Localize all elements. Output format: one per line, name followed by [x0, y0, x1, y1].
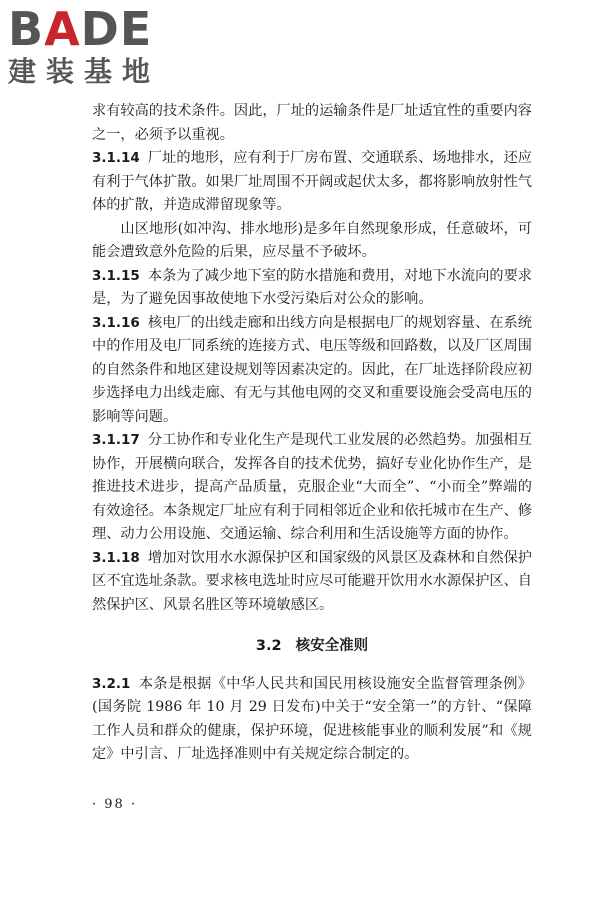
clause-text: 本条为了减少地下室的防水措施和费用，对地下水流向的要求是，为了避免因事故使地下水受污染后对公众的影响。	[92, 267, 532, 307]
clause-number: 3.1.18	[92, 549, 140, 566]
logo-letters-de: DE	[80, 2, 153, 56]
clause-3-1-14	[92, 147, 532, 218]
logo-letter-b: B	[8, 2, 45, 56]
clause-3-1-18	[92, 547, 532, 618]
clause-text: 厂址的地形，应有利于厂房布置、交通联系、场地排水，还应有利于气体扩散。如果厂址周围不开阔或起伏太多，都将影响放射性气体的扩散，并造成滞留现象等。	[92, 150, 532, 213]
page-number: · 98 ·	[92, 797, 138, 812]
section-title: 核安全准则	[295, 638, 369, 654]
clause-text: 增加对饮用水水源保护区和国家级的风景区及森林和自然保护区不宜选址条款。要求核电选址时应尽可能避开饮用水水源保护区、自然保护区、风景名胜区等环境敏感区。	[92, 549, 532, 613]
clause-3-1-14-extra	[92, 218, 532, 265]
section-number: 3.2	[255, 638, 282, 654]
clause-3-1-16	[92, 312, 532, 430]
logo-subtitle: 建装基地	[8, 55, 161, 88]
bade-logo	[8, 2, 178, 88]
logo-wordmark	[8, 2, 178, 56]
clause-number: 3.1.14	[92, 150, 140, 166]
clause-text: 核电厂的出线走廊和出线方向是根据电厂的规划容量、在系统中的作用及电厂同系统的连接方式、电压等级和回路数，以及厂区周围的自然条件和地区建设规划等因素决定的。因此，在厂址选择阶段应初步选择电力出线走廊、有无与其他电网的交叉和重要设施会受高电压的影响等问题。	[92, 314, 532, 425]
section-heading	[92, 635, 532, 659]
clause-text: 山区地形(如冲沟、排水地形)是多年自然现象形成，任意破坏，可能会遭致意外危险的后果，应尽量不予破坏。	[92, 220, 532, 260]
clause-text: 分工协作和专业化生产是现代工业发展的必然趋势。加强相互协作，开展横向联合，发挥各自的技术优势，搞好专业化协作生产，是推进技术进步，提高产品质量，克服企业“大而全”、“小而全”弊端的有效途径。本条规定厂址应有利于同相邻近企业和依托城市在生产、修理、动力公用设施、交通运输、综合利用和生活设施等方面的协作。	[92, 432, 532, 542]
clause-number: 3.2.1	[92, 675, 131, 692]
paragraph-continuation: 求有较高的技术条件。因此，厂址的运输条件是厂址适宜性的重要内容之一，必须予以重视。	[92, 103, 532, 143]
clause-3-1-17	[92, 429, 532, 547]
document-body	[92, 100, 532, 767]
clause-number: 3.1.17	[92, 432, 140, 448]
clause-number: 3.1.16	[92, 314, 140, 331]
logo-letter-a-accent: A	[44, 2, 81, 56]
clause-3-2-1	[92, 673, 532, 767]
clause-3-1-15	[92, 265, 532, 312]
clause-number: 3.1.15	[92, 267, 140, 284]
clause-text: 本条是根据《中华人民共和国民用核设施安全监督管理条例》(国务院 1986 年 10 月 29 日发布)中关于“安全第一”的方针、“保障工作人员和群众的健康，保护环境，促进核能事业的顺利发展”和《规定》中引言、厂址选择准则中有关规定综合制定的。	[92, 675, 532, 762]
